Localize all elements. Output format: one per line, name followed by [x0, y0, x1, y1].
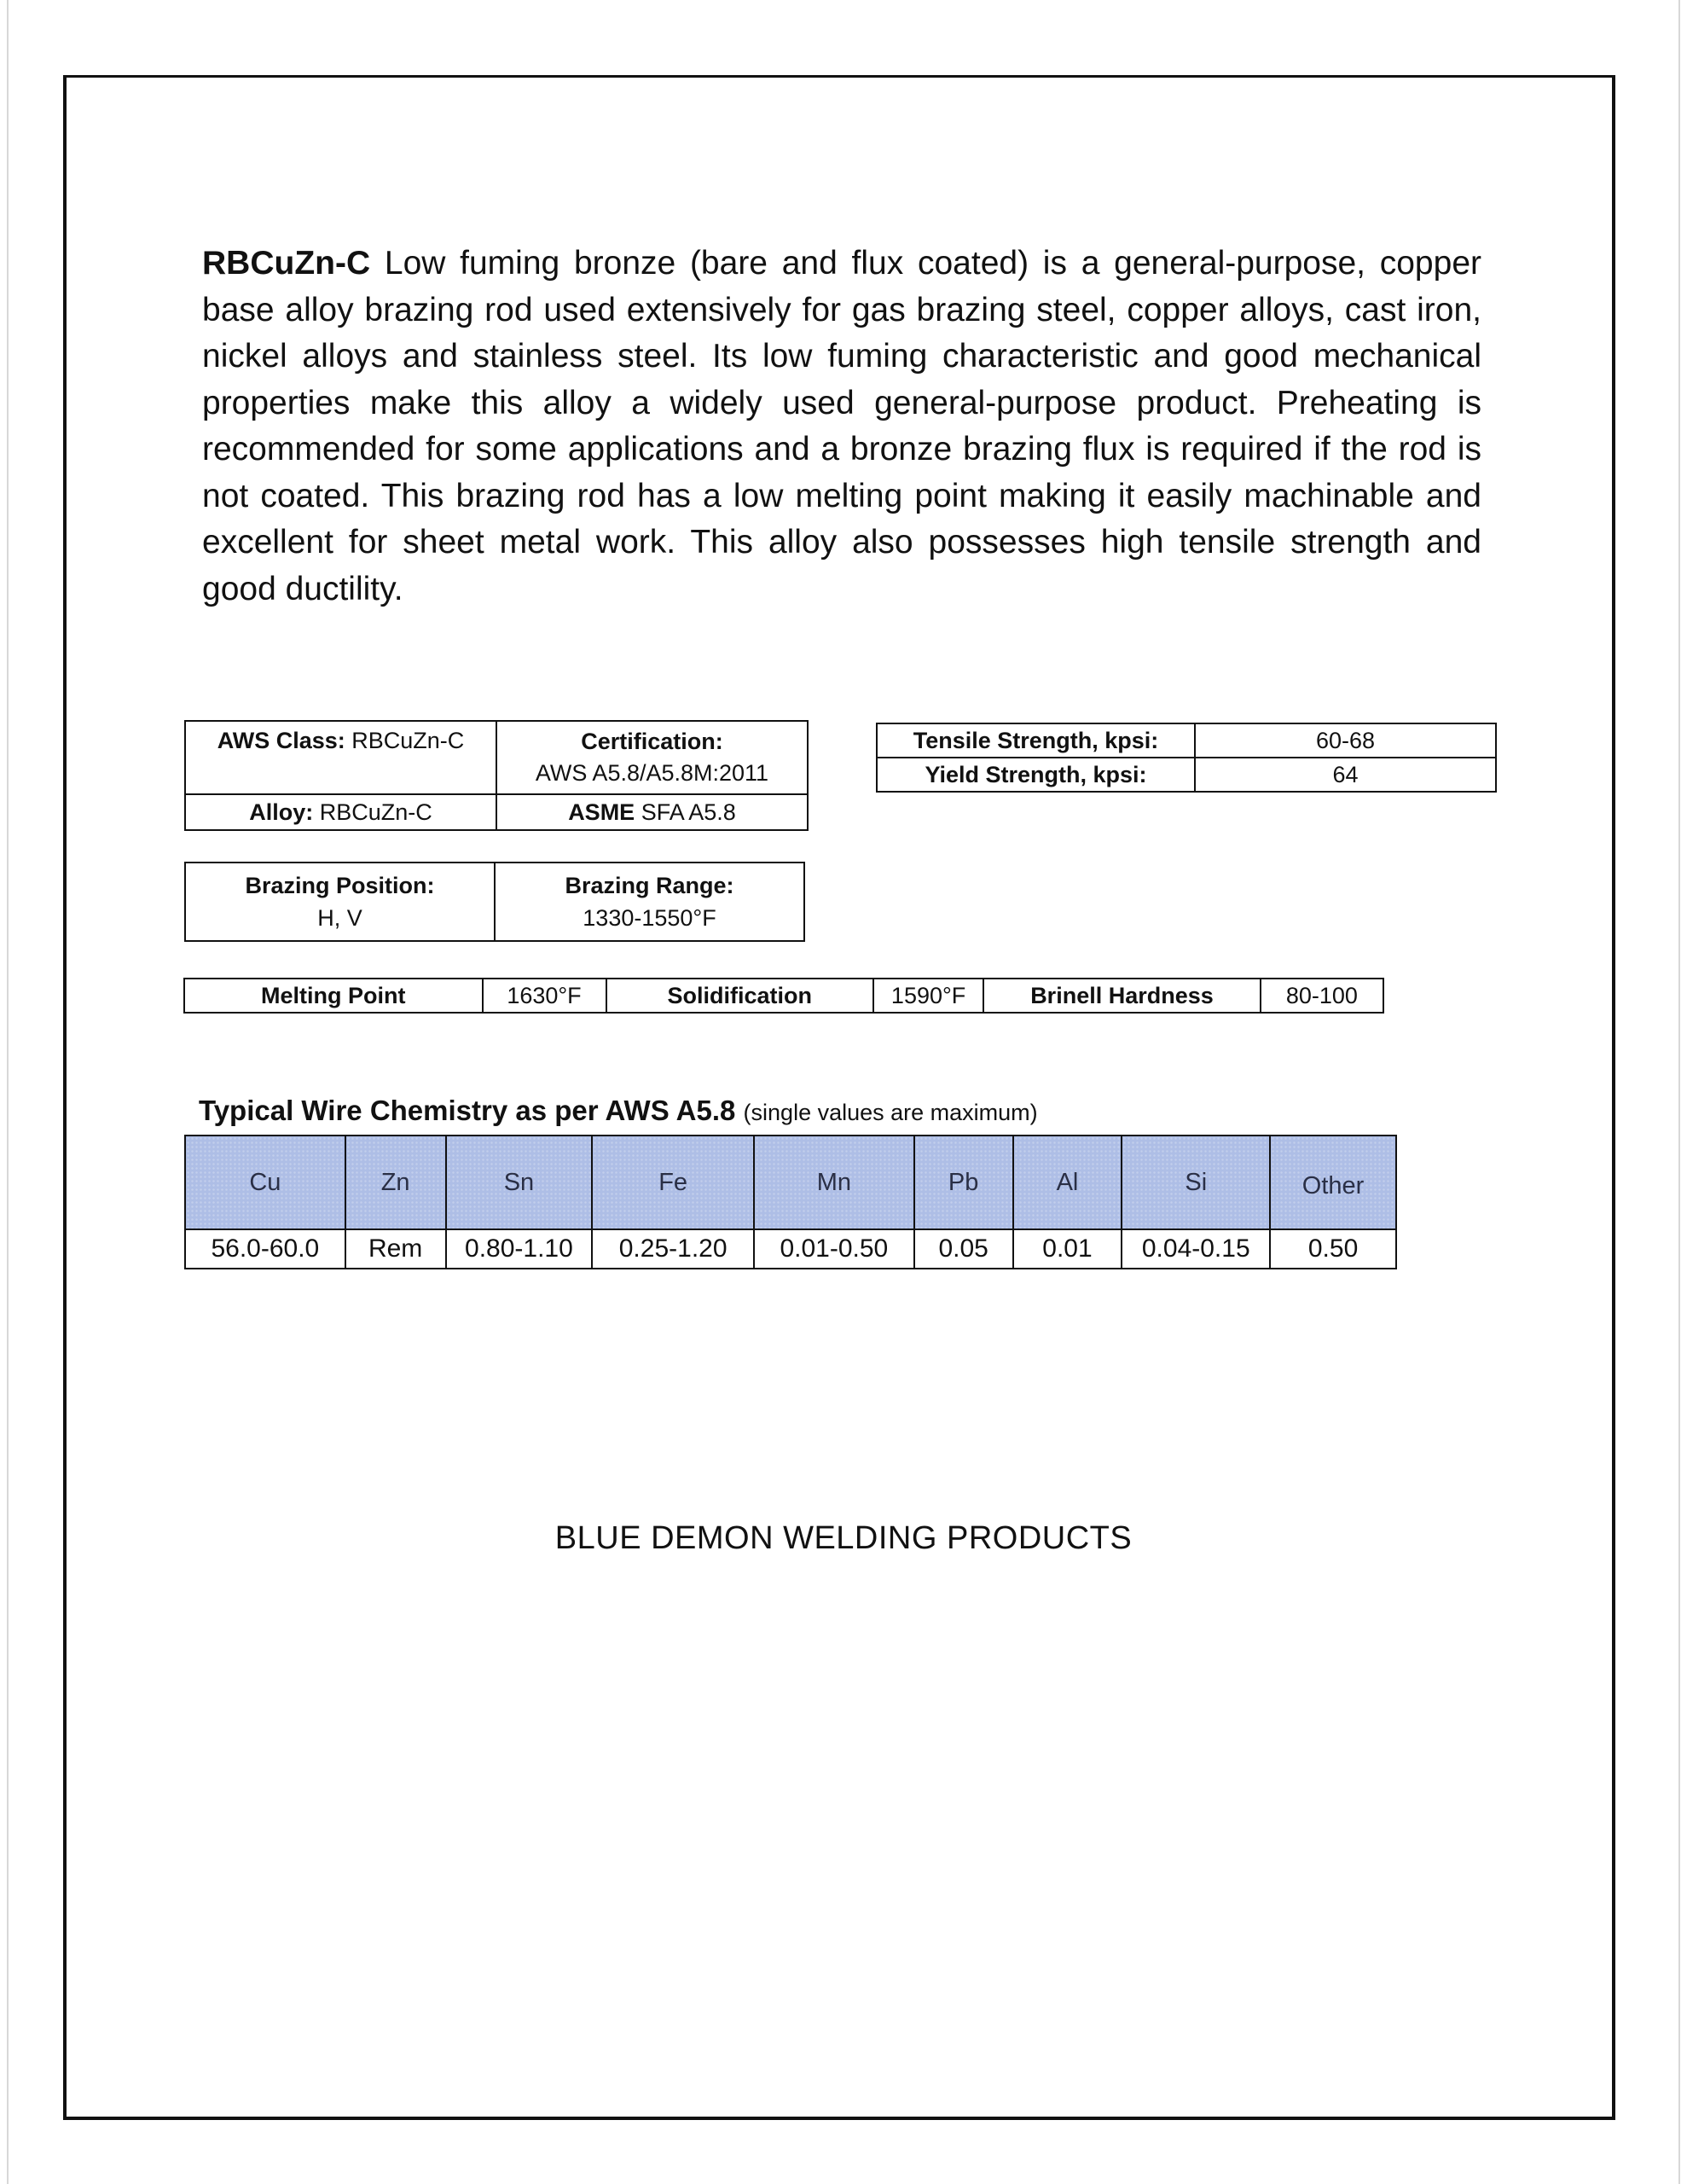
chemistry-header-row [185, 1136, 1396, 1229]
certification-cell [496, 721, 808, 794]
chemistry-title [199, 1095, 1038, 1127]
asme-value: SFA A5.8 [641, 799, 736, 825]
chemistry-title-text: Typical Wire Chemistry as per AWS A5.8 [199, 1095, 736, 1126]
value-mn: 0.01-0.50 [754, 1229, 914, 1269]
brazing-position-cell [185, 863, 495, 941]
value-si: 0.04-0.15 [1122, 1229, 1270, 1269]
value-other: 0.50 [1270, 1229, 1396, 1269]
element-fe: Fe [592, 1136, 754, 1229]
tensile-strength-label: Tensile Strength, kpsi: [877, 723, 1195, 758]
melting-point-value: 1630°F [483, 979, 606, 1013]
value-cu: 56.0-60.0 [185, 1229, 345, 1269]
company-name: BLUE DEMON WELDING PRODUCTS [554, 1520, 1133, 1556]
element-zn: Zn [345, 1136, 446, 1229]
chemistry-table [184, 1135, 1397, 1269]
properties-table [183, 978, 1384, 1014]
strength-table [876, 723, 1497, 793]
element-pb: Pb [914, 1136, 1013, 1229]
brazing-position-label: Brazing Position: [245, 873, 435, 898]
value-al: 0.01 [1013, 1229, 1122, 1269]
tensile-strength-value: 60-68 [1195, 723, 1496, 758]
brazing-range-cell [495, 863, 804, 941]
value-zn: Rem [345, 1229, 446, 1269]
brinell-hardness-label: Brinell Hardness [983, 979, 1260, 1013]
certification-label: Certification: [581, 729, 723, 754]
element-sn: Sn [446, 1136, 593, 1229]
solidification-value: 1590°F [873, 979, 983, 1013]
brazing-range-label: Brazing Range: [565, 873, 734, 898]
asme-label: ASME [568, 799, 635, 825]
melting-point-label: Melting Point [184, 979, 483, 1013]
chemistry-note: (single values are maximum) [743, 1100, 1038, 1125]
aws-class-value: RBCuZn-C [351, 728, 465, 753]
certification-value: AWS A5.8/A5.8M:2011 [535, 760, 769, 786]
element-cu: Cu [185, 1136, 345, 1229]
scan-edge-right [1678, 0, 1680, 2184]
alloy-value: RBCuZn-C [319, 799, 432, 825]
description-text: Low fuming bronze (bare and flux coated) is a general-purpose, copper base alloy brazing rod used extensively for gas brazing steel, copper alloys, cast iron, nickel alloys and stainless steel. Its low fuming characteristic and good mechanical properties make this alloy a widely used general-purpose product. Preheating is recommended for some applications and a bronze brazing flux is required if the rod is not coated. This brazing rod has a low melting point making it easily machinable and excellent for sheet metal work. This alloy also possesses high tensile strength and good ductility. [202, 245, 1481, 607]
brazing-position-value: H, V [317, 905, 362, 931]
scan-edge-left [7, 0, 9, 2184]
value-fe: 0.25-1.20 [592, 1229, 754, 1269]
aws-class-label: AWS Class: [217, 728, 345, 753]
brazing-range-value: 1330-1550°F [583, 905, 716, 931]
element-si: Si [1122, 1136, 1270, 1229]
value-pb: 0.05 [914, 1229, 1013, 1269]
classification-table [184, 720, 809, 831]
solidification-label: Solidification [606, 979, 873, 1013]
brinell-hardness-value: 80-100 [1261, 979, 1383, 1013]
asme-cell [496, 794, 808, 830]
aws-class-cell [185, 721, 496, 794]
chemistry-values-row [185, 1229, 1396, 1269]
product-description [202, 241, 1481, 613]
alloy-name: RBCuZn-C [202, 245, 371, 282]
element-al: Al [1013, 1136, 1122, 1229]
alloy-cell [185, 794, 496, 830]
yield-strength-value: 64 [1195, 758, 1496, 792]
element-mn: Mn [754, 1136, 914, 1229]
value-sn: 0.80-1.10 [446, 1229, 593, 1269]
yield-strength-label: Yield Strength, kpsi: [877, 758, 1195, 792]
element-other: Other [1270, 1136, 1396, 1229]
alloy-label: Alloy: [249, 799, 314, 825]
brazing-table [184, 862, 805, 942]
